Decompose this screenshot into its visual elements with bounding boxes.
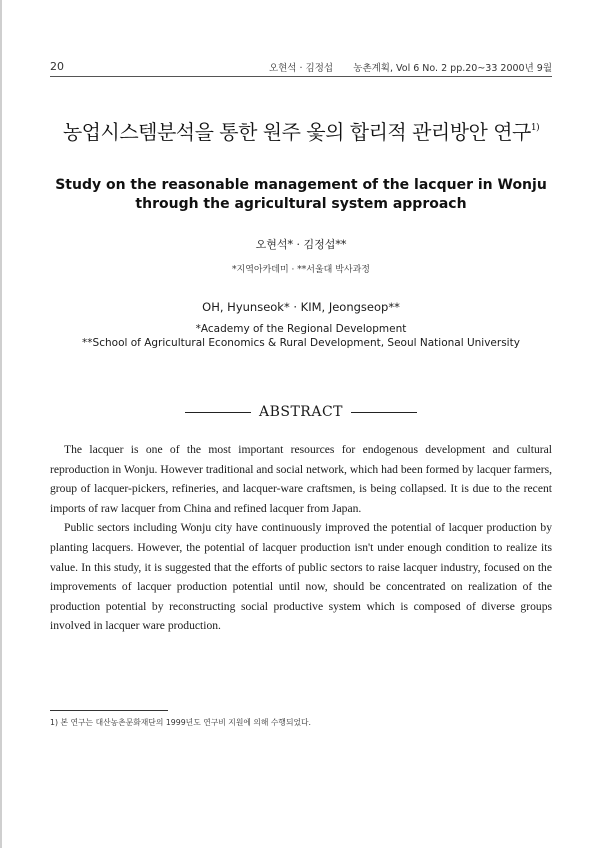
header-rule (50, 76, 552, 77)
abstract-rule-left (185, 412, 251, 413)
abstract-heading-text: ABSTRACT (258, 404, 344, 420)
page-number: 20 (50, 60, 64, 73)
abstract-paragraph-1: The lacquer is one of the most important resources for endogenous development and cultural reproduction in Wonju. However traditional and social network, which had been formed by lacquer farmers, group of lacquer-pickers, refineries, and lacquer-ware craftsmen, is being collapsed. It is due to the recent imports of raw lacquer from China and refined lacquer from Japan. (50, 443, 552, 515)
korean-affiliations: *지역아카데미 · **서울대 박사과정 (232, 265, 370, 275)
korean-title (2, 116, 600, 145)
journal-citation: 농촌계획, Vol 6 No. 2 pp.20~33 2000년 9월 (353, 63, 552, 74)
footnote: 1) 본 연구는 대산농촌문화재단의 1999년도 연구비 지원에 의해 수행되었다. (50, 718, 312, 727)
title-footnote-mark: 1) (530, 123, 540, 133)
running-header-authors: 오현석 · 김정섭 (268, 63, 334, 74)
english-title (42, 176, 560, 214)
abstract-paragraph-2: Public sectors including Wonju city have continuously improved the potential of lacquer production by planting lacquers. However, the potential of lacquer production isn't under enough condition to realize its value. In this study, it is suggested that the efforts of public sectors to raise lacquer industry, focused on the improvements of lacquer production potential until now, should be concentrated on realization of the production potential by reconstructing social productive system which is composed of diverse groups involved in lacquer ware production. (50, 521, 552, 633)
affiliation-1: *Academy of the Regional Development (195, 323, 407, 335)
english-title-line-1: Study on the reasonable management of the lacquer in Wonju (55, 177, 547, 193)
abstract-body (50, 440, 552, 636)
abstract-rule-right (351, 412, 417, 413)
affiliation-2: **School of Agricultural Economics & Rural Development, Seoul National University (82, 337, 520, 349)
english-title-line-2: through the agricultural system approach (135, 196, 467, 212)
running-header (50, 60, 552, 76)
abstract-heading (2, 404, 600, 420)
english-authors: OH, Hyunseok* · KIM, Jeongseop** (202, 300, 400, 314)
korean-authors: 오현석* · 김정섭** (255, 238, 347, 251)
english-affiliations (42, 322, 560, 350)
korean-title-text: 농업시스템분석을 통한 원주 옻의 합리적 관리방안 연구 (62, 120, 531, 144)
footnote-rule (50, 710, 168, 711)
